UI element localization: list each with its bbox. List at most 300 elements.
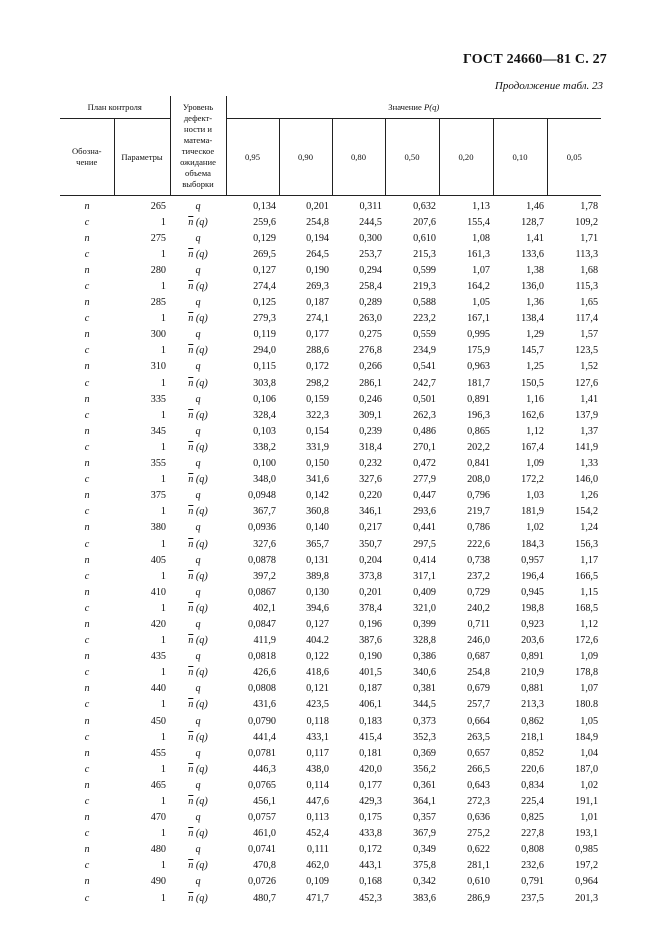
row-symbol: c [84,248,90,260]
row-symbol: n [84,264,90,276]
row-value: 0,622 [467,844,490,856]
header-p-0.90: 0,90 [279,119,332,196]
row-criterion: q [195,554,201,566]
row-value: 193,1 [575,828,599,840]
row-value: 0,232 [359,458,382,470]
header-level: Уровень дефект- ности и матема- тическое ожидание объема выборки [170,96,226,196]
row-value: 223,2 [413,313,436,325]
row-parameter: 1 [160,699,166,711]
table-row [60,745,601,761]
row-criterion: $\overline{n}$ (q) [188,377,208,389]
row-criterion: $\overline{n}$ (q) [188,345,208,357]
row-symbol: c [84,763,90,775]
table-row [60,713,601,729]
row-symbol: n [84,683,90,695]
row-value: 0,125 [253,297,276,309]
row-value: 433,8 [359,828,382,840]
row-value: 1,13 [472,200,490,212]
row-value: 0,414 [413,554,436,566]
row-value: 0,0741 [247,844,276,856]
row-symbol: c [84,828,90,840]
row-value: 167,4 [521,441,544,453]
row-value: 246,0 [467,635,490,647]
row-value: 0,472 [413,458,436,470]
row-value: 0,891 [521,651,544,663]
row-symbol: c [84,506,90,518]
row-value: 0,190 [306,264,329,276]
row-value: 321,0 [413,602,436,614]
row-value: 1,12 [580,618,599,630]
row-value: 279,3 [253,313,276,325]
row-parameter: 285 [150,297,166,309]
row-value: 0,190 [359,651,382,663]
table-row [60,649,601,665]
row-parameter: 1 [160,248,166,260]
row-parameter: 300 [150,329,166,341]
row-symbol: n [84,393,90,405]
row-value: 0,217 [359,522,382,534]
row-criterion: q [195,490,201,502]
row-value: 303,8 [253,377,276,389]
row-symbol: n [84,297,90,309]
row-value: 1,16 [526,393,544,405]
row-value: 117,4 [575,313,599,325]
row-parameter: 420 [150,618,166,630]
row-symbol: n [84,522,90,534]
row-value: 356,2 [413,763,436,775]
row-symbol: c [84,860,90,872]
row-value: 406,1 [359,699,382,711]
row-value: 0,381 [413,683,436,695]
table-row [60,488,601,504]
row-value: 220,6 [521,763,544,775]
row-value: 338,2 [253,441,276,453]
row-symbol: n [84,747,90,759]
table-row [60,874,601,890]
row-value: 1,02 [526,522,544,534]
row-value: 1,46 [526,200,544,212]
row-parameter: 1 [160,216,166,228]
header-p-0.95: 0,95 [226,119,279,196]
row-value: 309,1 [359,409,382,421]
row-parameter: 1 [160,731,166,743]
row-value: 0,129 [253,232,276,244]
row-value: 327,6 [359,474,382,486]
row-symbol: n [84,586,90,598]
table-row [60,327,601,343]
row-symbol: c [84,892,90,904]
row-value: 0,220 [359,490,382,502]
row-value: 219,3 [413,281,436,293]
row-symbol: n [84,812,90,824]
row-value: 1,33 [580,458,599,470]
table-row [60,246,601,262]
table-row [60,761,601,777]
row-value: 452,3 [359,892,382,904]
row-parameter: 405 [150,554,166,566]
row-value: 461,0 [253,828,276,840]
row-value: 0,275 [359,329,382,341]
row-criterion: $\overline{n}$ (q) [188,828,208,840]
header-p-0.50: 0,50 [385,119,439,196]
row-value: 277,9 [413,474,436,486]
row-parameter: 1 [160,409,166,421]
table-body [60,196,601,907]
table-row [60,439,601,455]
table-row [60,407,601,423]
row-value: 0,588 [413,297,436,309]
row-value: 286,1 [359,377,382,389]
row-value: 480,7 [253,892,276,904]
row-value: 462,0 [306,860,329,872]
row-parameter: 380 [150,522,166,534]
table-row [60,311,601,327]
row-value: 1,38 [526,264,544,276]
row-symbol: c [84,377,90,389]
row-criterion: q [195,844,201,856]
row-parameter: 1 [160,860,166,872]
row-value: 0,865 [467,425,490,437]
row-value: 275,2 [467,828,490,840]
row-value: 127,6 [575,377,599,389]
row-criterion: $\overline{n}$ (q) [188,313,208,325]
row-criterion: q [195,361,201,373]
row-criterion: $\overline{n}$ (q) [188,667,208,679]
row-criterion: q [195,779,201,791]
table-row [60,826,601,842]
row-value: 166,5 [575,570,599,582]
row-criterion: $\overline{n}$ (q) [188,570,208,582]
row-value: 426,6 [253,667,276,679]
row-value: 0,117 [306,747,329,759]
table-row [60,616,601,632]
row-value: 397,2 [253,570,276,582]
row-value: 0,122 [306,651,329,663]
row-value: 0,172 [306,361,329,373]
row-value: 1,07 [580,683,599,695]
row-value: 198,8 [521,602,544,614]
row-value: 0,187 [306,297,329,309]
row-value: 0,0936 [247,522,276,534]
row-value: 0,127 [306,618,329,630]
row-value: 145,7 [521,345,544,357]
row-value: 0,311 [359,200,382,212]
row-value: 272,3 [467,796,490,808]
row-value: 168,5 [575,602,599,614]
row-symbol: n [84,200,90,212]
row-value: 264,5 [306,248,329,260]
row-criterion: q [195,264,201,276]
row-value: 1,37 [580,425,599,437]
header-plan-control: План контроля [60,96,170,119]
row-value: 1,02 [580,779,599,791]
row-value: 0,134 [253,200,276,212]
row-value: 0,177 [306,329,329,341]
row-value: 266,5 [467,763,490,775]
row-value: 0,995 [467,329,490,341]
row-value: 0,175 [359,812,382,824]
row-value: 340,6 [413,667,436,679]
row-value: 367,7 [253,506,276,518]
row-value: 0,369 [413,747,436,759]
row-value: 0,172 [359,844,382,856]
table-row [60,262,601,278]
row-value: 447,6 [306,796,329,808]
row-value: 438,0 [306,763,329,775]
row-value: 327,6 [253,538,276,550]
row-value: 1,05 [472,297,490,309]
row-value: 0,131 [306,554,329,566]
row-parameter: 435 [150,651,166,663]
row-value: 344,5 [413,699,436,711]
row-value: 181,7 [467,377,490,389]
row-criterion: $\overline{n}$ (q) [188,248,208,260]
row-value: 341,6 [306,474,329,486]
row-criterion: q [195,747,201,759]
header-p-0.10: 0,10 [493,119,547,196]
row-value: 0,729 [467,586,490,598]
row-value: 0,632 [413,200,436,212]
table-row [60,359,601,375]
row-value: 0,0948 [247,490,276,502]
row-value: 0,441 [413,522,436,534]
row-value: 0,159 [306,393,329,405]
row-parameter: 1 [160,796,166,808]
row-value: 0,0765 [247,779,276,791]
row-value: 172,6 [575,635,599,647]
table-row [60,472,601,488]
row-value: 0,119 [253,329,276,341]
row-value: 441,4 [253,731,276,743]
table-row [60,504,601,520]
row-symbol: n [84,361,90,373]
row-parameter: 1 [160,828,166,840]
table-row [60,214,601,230]
row-value: 208,0 [467,474,490,486]
row-value: 276,8 [359,345,382,357]
row-value: 0,610 [467,876,490,888]
row-symbol: n [84,554,90,566]
row-value: 0,834 [521,779,544,791]
row-parameter: 1 [160,538,166,550]
row-criterion: q [195,393,201,405]
row-value: 123,5 [575,345,599,357]
row-value: 404.2 [306,635,329,647]
row-value: 0,881 [521,683,544,695]
row-parameter: 1 [160,763,166,775]
row-value: 0,113 [306,812,329,824]
row-value: 237,2 [467,570,490,582]
row-symbol: n [84,715,90,727]
row-value: 237,5 [521,892,544,904]
table-row [60,842,601,858]
row-parameter: 450 [150,715,166,727]
row-value: 113,3 [575,248,599,260]
row-value: 470,8 [253,860,276,872]
row-value: 411,9 [253,635,276,647]
row-value: 1,41 [526,232,544,244]
header-parameters: Параметры [114,119,170,196]
row-value: 128,7 [521,216,544,228]
row-value: 181,9 [521,506,544,518]
row-value: 331,9 [306,441,329,453]
row-value: 218,1 [521,731,544,743]
row-value: 471,7 [306,892,329,904]
row-criterion: $\overline{n}$ (q) [188,796,208,808]
row-value: 0,643 [467,779,490,791]
row-value: 0,0867 [247,586,276,598]
row-value: 0,738 [467,554,490,566]
row-parameter: 470 [150,812,166,824]
row-value: 328,8 [413,635,436,647]
row-value: 240,2 [467,602,490,614]
row-value: 270,1 [413,441,436,453]
row-value: 0,373 [413,715,436,727]
row-value: 138,4 [521,313,544,325]
table-row [60,681,601,697]
row-value: 294,0 [253,345,276,357]
row-value: 402,1 [253,602,276,614]
row-value: 0,294 [359,264,382,276]
row-criterion: q [195,683,201,695]
table-row [60,552,601,568]
row-criterion: $\overline{n}$ (q) [188,892,208,904]
row-symbol: c [84,699,90,711]
row-parameter: 1 [160,313,166,325]
row-value: 0,246 [359,393,382,405]
row-symbol: c [84,216,90,228]
row-value: 1,36 [526,297,544,309]
row-value: 0,181 [359,747,382,759]
row-value: 0,266 [359,361,382,373]
row-value: 184,9 [575,731,599,743]
row-value: 452,4 [306,828,329,840]
table-row [60,391,601,407]
row-value: 0,825 [521,812,544,824]
row-value: 365,7 [306,538,329,550]
row-value: 1,03 [526,490,544,502]
row-value: 367,9 [413,828,436,840]
row-value: 164,2 [467,281,490,293]
row-value: 420,0 [359,763,382,775]
row-value: 317,1 [413,570,436,582]
table-row [60,295,601,311]
row-value: 431,6 [253,699,276,711]
row-symbol: n [84,425,90,437]
row-value: 258,4 [359,281,382,293]
row-value: 155,4 [467,216,490,228]
row-value: 146,0 [575,474,599,486]
row-value: 225,4 [521,796,544,808]
table-row [60,729,601,745]
row-value: 1,09 [580,651,599,663]
row-parameter: 465 [150,779,166,791]
row-symbol: n [84,458,90,470]
row-symbol: n [84,651,90,663]
row-value: 378,4 [359,602,382,614]
row-value: 418,6 [306,667,329,679]
row-value: 1,17 [580,554,599,566]
row-criterion: q [195,812,201,824]
row-symbol: c [84,474,90,486]
row-value: 150,5 [521,377,544,389]
row-parameter: 410 [150,586,166,598]
row-symbol: c [84,345,90,357]
row-value: 1,57 [580,329,599,341]
row-criterion: $\overline{n}$ (q) [188,699,208,711]
row-value: 383,6 [413,892,436,904]
row-value: 141,9 [575,441,599,453]
row-criterion: $\overline{n}$ (q) [188,731,208,743]
row-criterion: q [195,651,201,663]
row-value: 1,07 [472,264,490,276]
row-value: 0,201 [359,586,382,598]
row-parameter: 375 [150,490,166,502]
row-value: 0,963 [467,361,490,373]
row-symbol: c [84,570,90,582]
row-value: 0,142 [306,490,329,502]
row-value: 1,29 [526,329,544,341]
row-value: 0,985 [575,844,599,856]
row-value: 0,103 [253,425,276,437]
row-value: 1,09 [526,458,544,470]
row-parameter: 1 [160,667,166,679]
row-value: 0,0726 [247,876,276,888]
row-value: 207,6 [413,216,436,228]
table-row [60,520,601,536]
row-value: 137,9 [575,409,599,421]
row-symbol: n [84,232,90,244]
row-parameter: 1 [160,570,166,582]
row-parameter: 480 [150,844,166,856]
row-value: 0,361 [413,779,436,791]
row-value: 0,791 [521,876,544,888]
row-symbol: c [84,602,90,614]
row-value: 191,1 [575,796,599,808]
row-value: 203,6 [521,635,544,647]
table-continuation-note: Продолжение табл. 23 [494,80,603,92]
row-value: 0,0847 [247,618,276,630]
row-value: 202,2 [467,441,490,453]
page-header: ГОСТ 24660—81 С. 27 [463,52,607,67]
row-value: 1,41 [580,393,599,405]
row-criterion: q [195,297,201,309]
row-value: 346,1 [359,506,382,518]
row-value: 0,852 [521,747,544,759]
row-symbol: n [84,329,90,341]
row-value: 401,5 [359,667,382,679]
table-row [60,858,601,874]
row-criterion: $\overline{n}$ (q) [188,281,208,293]
row-value: 322,3 [306,409,329,421]
row-value: 210,9 [521,667,544,679]
row-value: 415,4 [359,731,382,743]
row-value: 0,127 [253,264,276,276]
row-value: 257,7 [467,699,490,711]
row-value: 197,2 [575,860,599,872]
row-value: 180.8 [575,699,599,711]
row-value: 328,4 [253,409,276,421]
row-value: 0,687 [467,651,490,663]
row-symbol: c [84,538,90,550]
row-value: 253,7 [359,248,382,260]
row-value: 196,3 [467,409,490,421]
row-value: 0,357 [413,812,436,824]
row-criterion: $\overline{n}$ (q) [188,635,208,647]
row-value: 175,9 [467,345,490,357]
row-value: 0,0808 [247,683,276,695]
row-value: 259,6 [253,216,276,228]
